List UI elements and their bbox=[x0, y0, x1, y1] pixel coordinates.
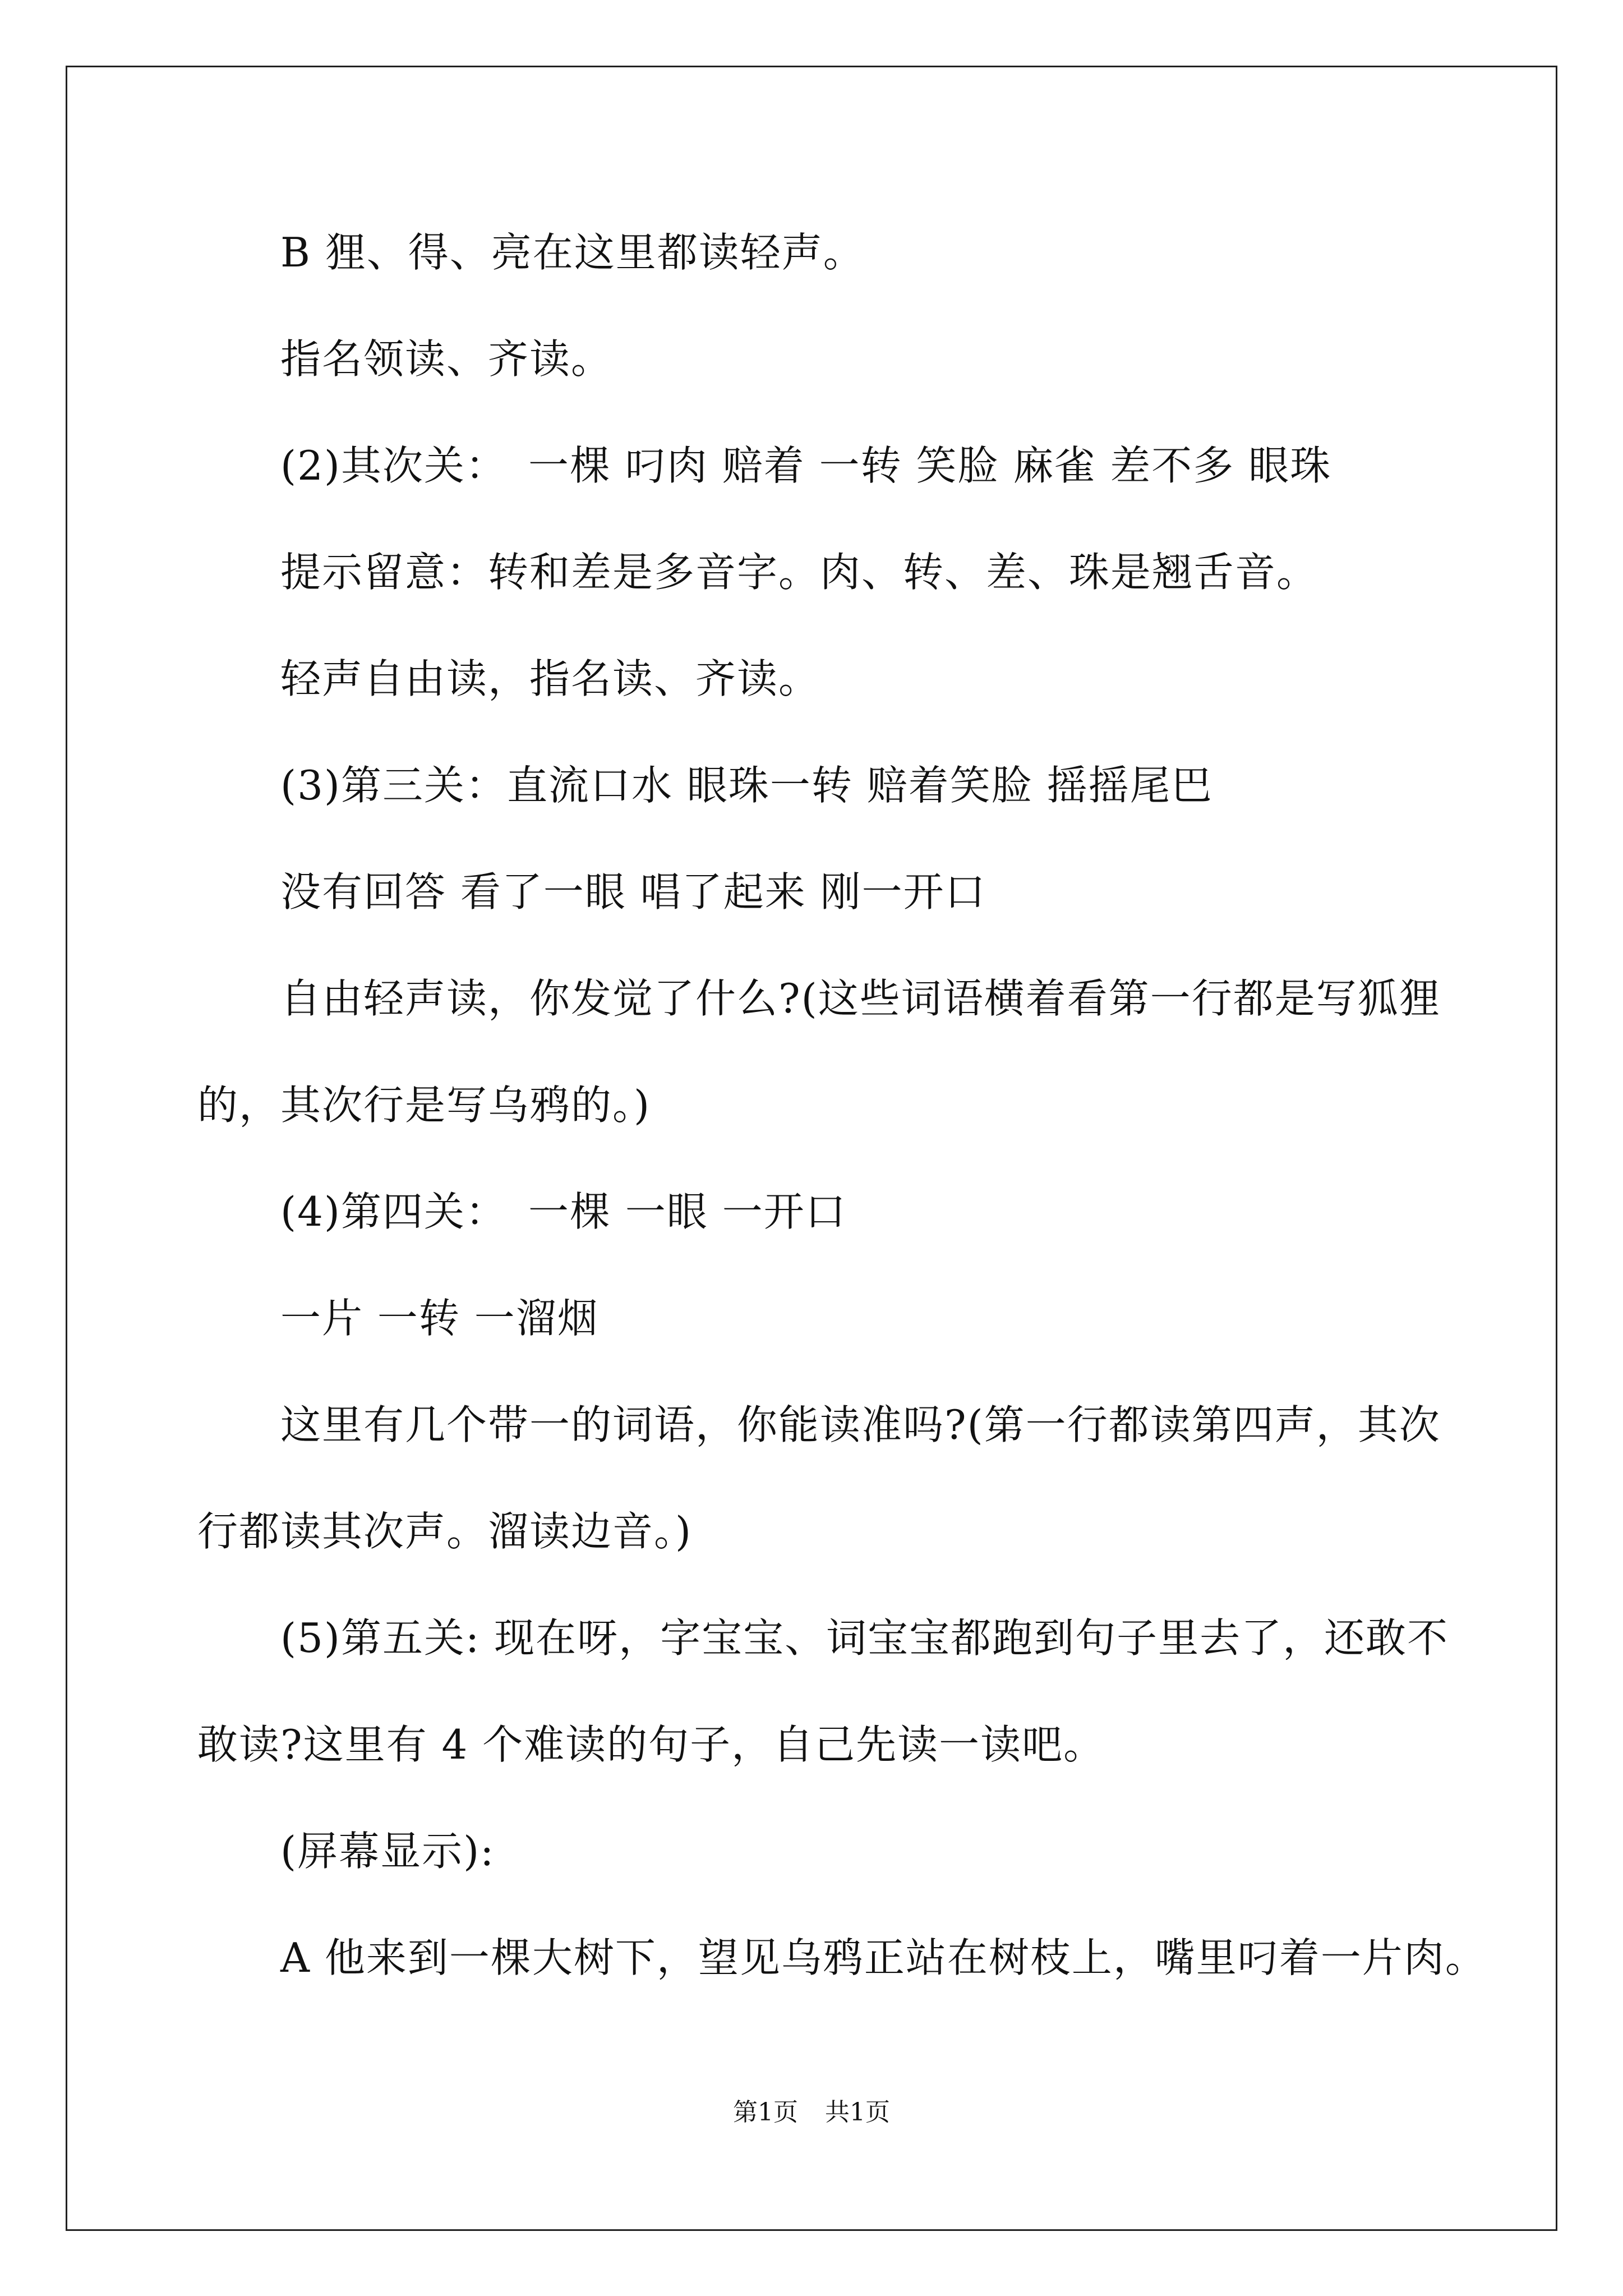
page-border bbox=[66, 66, 1557, 2231]
text-line-4: 提示留意：转和差是多音字。肉、转、差、珠是翘舌音。 bbox=[280, 549, 1318, 596]
text-line-6: (3)第三关：直流口水 眼珠一转 赔着笑脸 摇摇尾巴 bbox=[280, 762, 1213, 809]
text-line-10: (4)第四关： 一棵 一眼 一开口 bbox=[280, 1188, 847, 1235]
text-line-3: (2)其次关： 一棵 叼肉 赔着 一转 笑脸 麻雀 差不多 眼珠 bbox=[280, 442, 1332, 489]
text-line-1: B 狸、得、亮在这里都读轻声。 bbox=[280, 229, 865, 276]
text-line-15: 敢读?这里有 4 个难读的句子，自己先读一读吧。 bbox=[197, 1721, 1105, 1768]
text-line-11: 一片 一转 一溜烟 bbox=[280, 1295, 599, 1342]
text-line-13: 行都读其次声。溜读边音。) bbox=[197, 1508, 693, 1555]
text-line-2: 指名领读、齐读。 bbox=[280, 335, 613, 383]
text-line-16: (屏幕显示): bbox=[280, 1828, 495, 1875]
text-line-12: 这里有几个带一的词语，你能读准吗?(第一行都读第四声，其次 bbox=[280, 1401, 1441, 1448]
text-line-17: A 他来到一棵大树下，望见乌鸦正站在树枝上，嘴里叼着一片肉。 bbox=[280, 1934, 1487, 1981]
page-footer bbox=[0, 2097, 1623, 2128]
text-line-9: 的，其次行是写乌鸦的。) bbox=[197, 1082, 651, 1129]
page-number: 第1页 bbox=[733, 2098, 798, 2127]
page-total: 共1页 bbox=[825, 2098, 890, 2127]
text-line-8: 自由轻声读，你发觉了什么?(这些词语横着看第一行都是写狐狸 bbox=[280, 975, 1441, 1022]
text-line-14: (5)第五关: 现在呀，字宝宝、词宝宝都跑到句子里去了，还敢不 bbox=[280, 1614, 1449, 1662]
text-line-5: 轻声自由读，指名读、齐读。 bbox=[280, 655, 820, 702]
text-line-7: 没有回答 看了一眼 唱了起来 刚一开口 bbox=[280, 868, 986, 915]
